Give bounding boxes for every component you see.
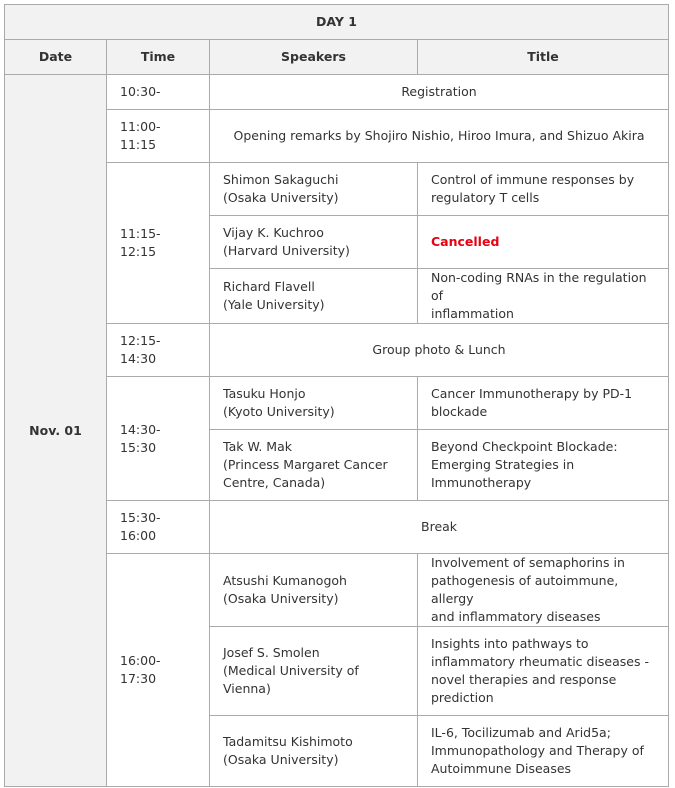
- table-row: [5, 75, 669, 110]
- talk-title-cell: [418, 216, 669, 269]
- talk-title-cell: Cancer Immunotherapy by PD-1 blockade: [418, 377, 669, 430]
- talk-title-cell: Beyond Checkpoint Blockade: Emerging Strategies in Immunotherapy: [418, 430, 669, 501]
- time-cell: 15:30- 16:00: [107, 501, 210, 554]
- time-cell: 11:00- 11:15: [107, 110, 210, 163]
- talk-title-cell: Non-coding RNAs in the regulation of inflammation: [418, 269, 669, 324]
- time-cell: 16:00- 17:30: [107, 554, 210, 787]
- speaker-cell: Josef S. Smolen (Medical University of Vienna): [210, 627, 418, 716]
- talk-title-cell: Insights into pathways to inflammatory rheumatic diseases - novel therapies and response prediction: [418, 627, 669, 716]
- talk-title-cell: IL-6, Tocilizumab and Arid5a; Immunopathology and Therapy of Autoimmune Diseases: [418, 716, 669, 787]
- talk-title-cell: Control of immune responses by regulatory T cells: [418, 163, 669, 216]
- time-cell: 14:30- 15:30: [107, 377, 210, 501]
- day-header-row: [5, 5, 669, 40]
- lunch-label: Group photo & Lunch: [210, 324, 669, 377]
- speakers-header: Speakers: [210, 40, 418, 75]
- date-header: Date: [5, 40, 107, 75]
- registration-label: Registration: [210, 75, 669, 110]
- column-header-row: [5, 40, 669, 75]
- talk-title-cell: Involvement of semaphorins in pathogenesis of autoimmune, allergy and inflammatory diseases: [418, 554, 669, 627]
- speaker-cell: Tasuku Honjo (Kyoto University): [210, 377, 418, 430]
- time-cell: 11:15- 12:15: [107, 163, 210, 324]
- date-cell: Nov. 01: [5, 75, 107, 787]
- time-cell: 10:30-: [107, 75, 210, 110]
- speaker-cell: Tak W. Mak (Princess Margaret Cancer Centre, Canada): [210, 430, 418, 501]
- speaker-cell: Tadamitsu Kishimoto (Osaka University): [210, 716, 418, 787]
- opening-remarks-label: Opening remarks by Shojiro Nishio, Hiroo Imura, and Shizuo Akira: [210, 110, 669, 163]
- title-header: Title: [418, 40, 669, 75]
- cancelled-label: Cancelled: [431, 234, 500, 249]
- speaker-cell: Atsushi Kumanogoh (Osaka University): [210, 554, 418, 627]
- speaker-cell: Vijay K. Kuchroo (Harvard University): [210, 216, 418, 269]
- time-header: Time: [107, 40, 210, 75]
- speaker-cell: Shimon Sakaguchi (Osaka University): [210, 163, 418, 216]
- time-cell: 12:15- 14:30: [107, 324, 210, 377]
- day-title: DAY 1: [5, 5, 669, 40]
- schedule-table: [4, 4, 669, 787]
- break-label: Break: [210, 501, 669, 554]
- speaker-cell: Richard Flavell (Yale University): [210, 269, 418, 324]
